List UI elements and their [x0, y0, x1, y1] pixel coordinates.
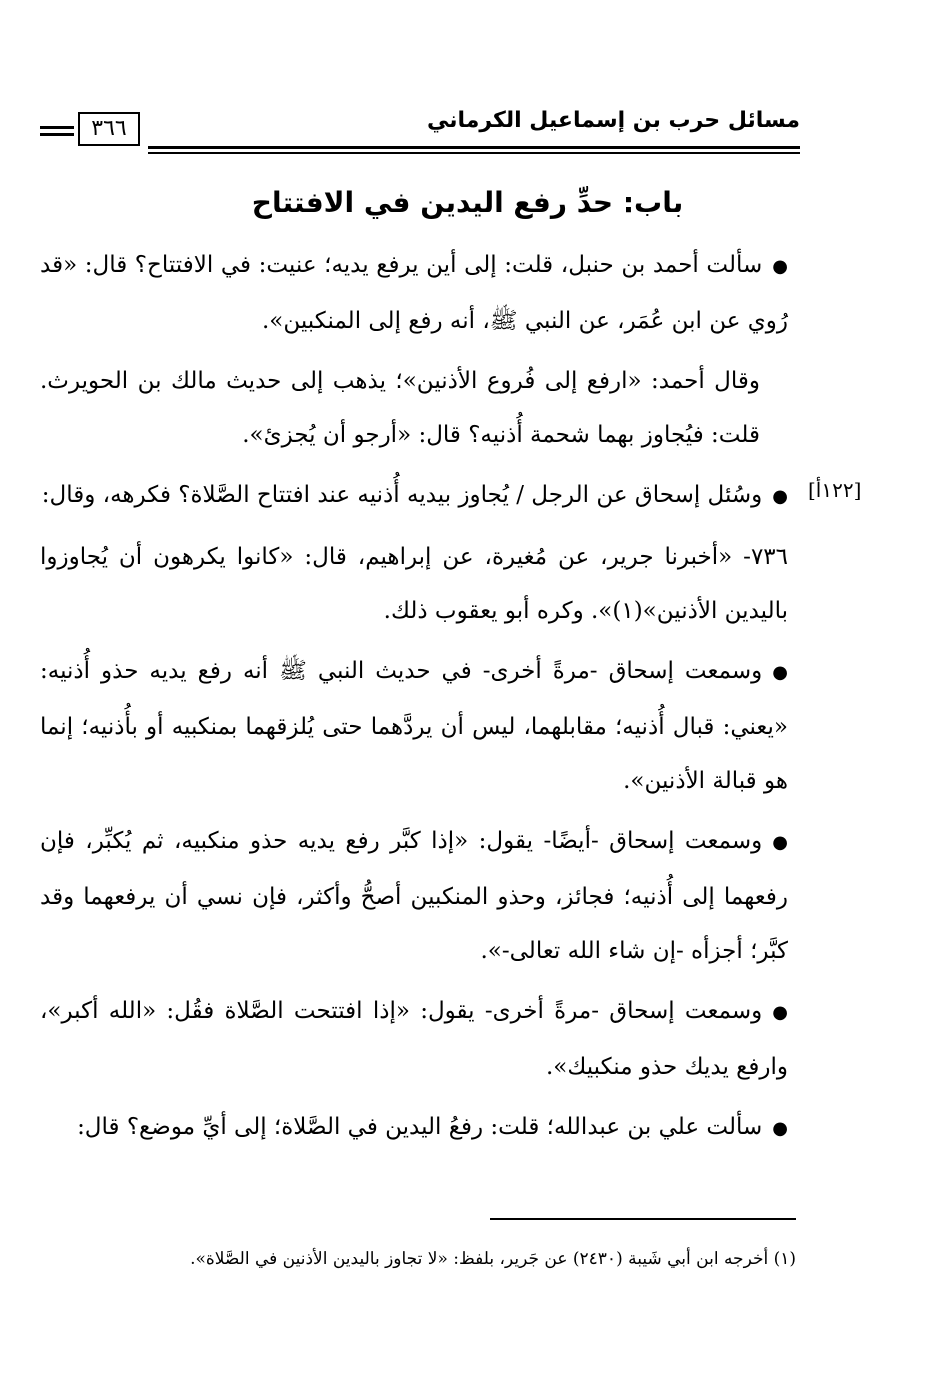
paragraph: [40, 984, 788, 1094]
paragraph: [40, 814, 788, 978]
paragraph-text: وسُئل إسحاق عن الرجل / يُجاوز بيديه أُذنيه عند افتتاح الصَّلاة؟ فكرهه، وقال:: [41, 482, 763, 508]
paragraph: [40, 644, 788, 808]
header-ornament-line: [40, 126, 74, 129]
footnote: (١) أخرجه ابن أبي شَيبة (٢٤٣٠) عن جَرير، بلفظ: «لا تجاوز باليدين الأذنين في الصَّلاة».: [190, 1249, 796, 1269]
header-ornament-line: [40, 133, 74, 136]
paragraph-text: وسمعت إسحاق -أيضًا- يقول: «إذا كبَّر رفع يديه حذو منكبيه، ثم يُكبِّر، فإن رفعهما إلى أُذنيه؛ فجائز، وحذو المنكبين أصحُّ وأكثر، فإن نسي أن يرفعهما وقد كبَّر؛ أجزأه -إن شاء الله تعالى-».: [40, 828, 788, 964]
header-rule-thin: [148, 152, 800, 154]
chapter-title: باب: حدِّ رفع اليدين في الافتتاح: [251, 186, 684, 219]
paragraph-text: وسمعت إسحاق -مرةً أخرى- يقول: «إذا افتتحت الصَّلاة فقُل: «الله أكبر»، وارفع يديك حذو منكبيك».: [40, 998, 788, 1080]
bullet-icon: ●: [772, 486, 788, 507]
bullet-icon: ●: [772, 832, 788, 853]
paragraph-text: سألت علي بن عبدالله؛ قلت: رفعُ اليدين في الصَّلاة؛ إلى أيِّ موضع؟ قال:: [77, 1114, 763, 1140]
paragraph: [40, 354, 788, 462]
bullet-icon: ●: [772, 1118, 788, 1139]
page-number: ٣٦٦: [78, 112, 140, 146]
bullet-icon: ●: [772, 1002, 788, 1023]
bullet-icon: ●: [772, 256, 788, 277]
paragraph-text: وسمعت إسحاق -مرةً أخرى- في حديث النبي ﷺ أنه رفع يديه حذو أُذنيه: «يعني: قبال أُذنيه؛ مقابلهما، ليس أن يردَّهما حتى يُلزقهما بمنكبيه أو بأُذنيه؛ إنما هو قبالة الأذنين».: [40, 658, 788, 794]
header-rule-thick: [148, 146, 800, 149]
book-title: مسائل حرب بن إسماعيل الكرماني: [426, 108, 800, 133]
margin-note: [١٢٢أ]: [808, 478, 862, 502]
paragraph-text: وقال أحمد: «ارفع إلى فُروع الأذنين»؛ يذهب إلى حديث مالك بن الحويرث. قلت: فيُجاوز بهما شحمة أُذنيه؟ قال: «أرجو أن يُجزئ».: [40, 368, 760, 448]
paragraph: [40, 530, 788, 638]
paragraph: [40, 1100, 788, 1156]
paragraph: [40, 238, 788, 348]
paragraph: [40, 468, 788, 524]
body-text: [40, 238, 788, 1162]
footnote-rule: [490, 1218, 796, 1220]
paragraph-text: سألت أحمد بن حنبل، قلت: إلى أين يرفع يديه؛ عنيت: في الافتتاح؟ قال: «قد رُوي عن ابن عُمَر، عن النبي ﷺ، أنه رفع إلى المنكبين».: [40, 252, 788, 334]
paragraph-text: ٧٣٦- «أخبرنا جرير، عن مُغيرة، عن إبراهيم، قال: «كانوا يكرهون أن يُجاوزوا باليدين الأذنين»(١)». وكره أبو يعقوب ذلك.: [40, 544, 788, 624]
bullet-icon: ●: [772, 662, 788, 683]
page-header: [40, 108, 800, 154]
